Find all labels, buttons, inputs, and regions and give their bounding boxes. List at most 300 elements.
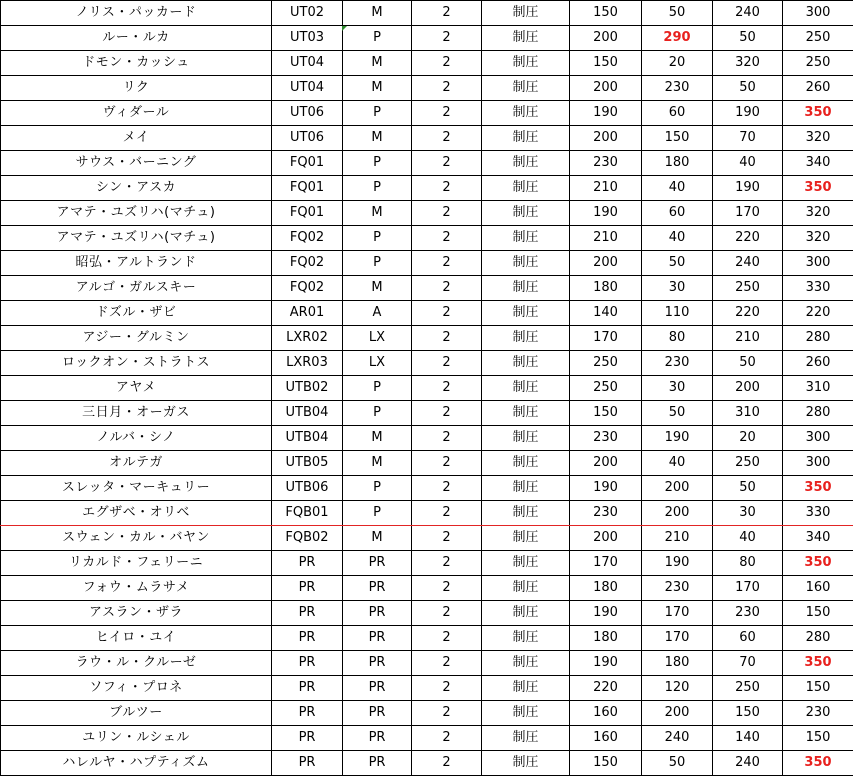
cell-v3[interactable]: 230 — [713, 601, 783, 626]
cell-v3[interactable]: 80 — [713, 551, 783, 576]
cell-cost[interactable]: 2 — [412, 626, 482, 651]
cell-v4[interactable]: 320 — [783, 201, 853, 226]
cell-v3[interactable]: 50 — [713, 351, 783, 376]
cell-name[interactable]: エグザベ・オリベ — [1, 501, 272, 526]
cell-v2[interactable]: 40 — [642, 226, 713, 251]
cell-v4[interactable]: 340 — [783, 151, 853, 176]
cell-code[interactable]: FQ02 — [272, 226, 343, 251]
cell-role[interactable]: 制圧 — [482, 226, 570, 251]
cell-role[interactable]: 制圧 — [482, 476, 570, 501]
cell-v4[interactable]: 350 — [783, 651, 853, 676]
cell-name[interactable]: アルゴ・ガルスキー — [1, 276, 272, 301]
cell-type[interactable]: PR — [343, 726, 412, 751]
cell-type[interactable]: P — [343, 151, 412, 176]
cell-v4[interactable]: 340 — [783, 526, 853, 551]
cell-cost[interactable]: 2 — [412, 701, 482, 726]
table-row — [1, 426, 853, 451]
cell-v3[interactable]: 320 — [713, 51, 783, 76]
cell-type[interactable]: M — [343, 276, 412, 301]
cell-name[interactable]: アヤメ — [1, 376, 272, 401]
cell-role[interactable]: 制圧 — [482, 726, 570, 751]
cell-code[interactable]: UT06 — [272, 101, 343, 126]
cell-role[interactable]: 制圧 — [482, 576, 570, 601]
table-row — [1, 251, 853, 276]
cell-v3[interactable]: 20 — [713, 426, 783, 451]
cell-v3[interactable]: 310 — [713, 401, 783, 426]
cell-name[interactable]: アスラン・ザラ — [1, 601, 272, 626]
cell-name[interactable]: アジー・グルミン — [1, 326, 272, 351]
cell-v1[interactable]: 200 — [570, 526, 642, 551]
cell-cost[interactable]: 2 — [412, 1, 482, 26]
cell-code[interactable]: PR — [272, 676, 343, 701]
cell-role[interactable]: 制圧 — [482, 26, 570, 51]
cell-v3[interactable]: 220 — [713, 301, 783, 326]
cell-v4[interactable]: 260 — [783, 351, 853, 376]
cell-v4[interactable]: 300 — [783, 251, 853, 276]
cell-name[interactable]: ソフィ・プロネ — [1, 676, 272, 701]
table-row — [1, 401, 853, 426]
cell-code[interactable]: FQ02 — [272, 276, 343, 301]
cell-type[interactable]: P — [343, 401, 412, 426]
cell-name[interactable]: スウェン・カル・バヤン — [1, 526, 272, 551]
cell-v3[interactable]: 190 — [713, 101, 783, 126]
cell-v1[interactable]: 160 — [570, 726, 642, 751]
cell-cost[interactable]: 2 — [412, 101, 482, 126]
table-row — [1, 701, 853, 726]
cell-v2[interactable]: 290 — [642, 26, 713, 51]
cell-type[interactable]: M — [343, 76, 412, 101]
cell-type[interactable]: P — [343, 101, 412, 126]
cell-type[interactable]: PR — [343, 626, 412, 651]
cell-code[interactable]: LXR03 — [272, 351, 343, 376]
cell-v3[interactable]: 250 — [713, 676, 783, 701]
cell-cost[interactable]: 2 — [412, 401, 482, 426]
cell-role[interactable]: 制圧 — [482, 376, 570, 401]
cell-v2[interactable]: 30 — [642, 276, 713, 301]
cell-v2[interactable]: 110 — [642, 301, 713, 326]
cell-v4[interactable]: 250 — [783, 51, 853, 76]
cell-v4[interactable]: 350 — [783, 751, 853, 776]
cell-v2[interactable]: 60 — [642, 101, 713, 126]
cell-type[interactable]: PR — [343, 676, 412, 701]
cell-v4[interactable]: 300 — [783, 426, 853, 451]
cell-v1[interactable]: 150 — [570, 51, 642, 76]
cell-role[interactable]: 制圧 — [482, 151, 570, 176]
cell-v2[interactable]: 170 — [642, 601, 713, 626]
cell-name[interactable]: ドズル・ザビ — [1, 301, 272, 326]
cell-v3[interactable]: 210 — [713, 326, 783, 351]
cell-code[interactable]: FQ02 — [272, 251, 343, 276]
cell-cost[interactable]: 2 — [412, 176, 482, 201]
table-row — [1, 576, 853, 601]
cell-v1[interactable]: 200 — [570, 251, 642, 276]
cell-v2[interactable]: 190 — [642, 551, 713, 576]
cell-cost[interactable]: 2 — [412, 501, 482, 526]
cell-v1[interactable]: 220 — [570, 676, 642, 701]
cell-v4[interactable]: 330 — [783, 501, 853, 526]
cell-v3[interactable]: 50 — [713, 26, 783, 51]
cell-v3[interactable]: 240 — [713, 751, 783, 776]
cell-role[interactable]: 制圧 — [482, 301, 570, 326]
cell-cost[interactable]: 2 — [412, 276, 482, 301]
cell-v3[interactable]: 50 — [713, 76, 783, 101]
table-row — [1, 676, 853, 701]
cell-v3[interactable]: 170 — [713, 201, 783, 226]
cell-code[interactable]: FQ01 — [272, 201, 343, 226]
cell-type[interactable]: LX — [343, 351, 412, 376]
cell-cost[interactable]: 2 — [412, 451, 482, 476]
cell-v2[interactable]: 50 — [642, 751, 713, 776]
cell-v4[interactable]: 350 — [783, 551, 853, 576]
cell-code[interactable]: PR — [272, 626, 343, 651]
cell-code[interactable]: FQB01 — [272, 501, 343, 526]
cell-name[interactable]: ラウ・ル・クルーゼ — [1, 651, 272, 676]
cell-v4[interactable]: 150 — [783, 676, 853, 701]
cell-role[interactable]: 制圧 — [482, 751, 570, 776]
cell-v3[interactable]: 40 — [713, 151, 783, 176]
cell-v3[interactable]: 250 — [713, 276, 783, 301]
cell-role[interactable]: 制圧 — [482, 526, 570, 551]
cell-cost[interactable]: 2 — [412, 201, 482, 226]
cell-code[interactable]: UTB02 — [272, 376, 343, 401]
cell-cost[interactable]: 2 — [412, 126, 482, 151]
cell-v1[interactable]: 250 — [570, 351, 642, 376]
cell-code[interactable]: UTB05 — [272, 451, 343, 476]
cell-type[interactable]: PR — [343, 701, 412, 726]
table-row — [1, 326, 853, 351]
cell-code[interactable]: PR — [272, 651, 343, 676]
cell-v4[interactable]: 310 — [783, 376, 853, 401]
cell-v1[interactable]: 190 — [570, 651, 642, 676]
cell-code[interactable]: UT06 — [272, 126, 343, 151]
cell-v3[interactable]: 50 — [713, 476, 783, 501]
cell-v1[interactable]: 200 — [570, 76, 642, 101]
cell-name[interactable]: リカルド・フェリーニ — [1, 551, 272, 576]
cell-v2[interactable]: 190 — [642, 426, 713, 451]
cell-v2[interactable]: 50 — [642, 251, 713, 276]
cell-role[interactable]: 制圧 — [482, 276, 570, 301]
table-row — [1, 476, 853, 501]
cell-v4[interactable]: 230 — [783, 701, 853, 726]
cell-type[interactable]: P — [343, 251, 412, 276]
cell-type[interactable]: PR — [343, 551, 412, 576]
table-row — [1, 1, 853, 26]
cell-name[interactable]: ロックオン・ストラトス — [1, 351, 272, 376]
cell-cost[interactable]: 2 — [412, 351, 482, 376]
cell-v1[interactable]: 230 — [570, 501, 642, 526]
cell-role[interactable]: 制圧 — [482, 651, 570, 676]
cell-role[interactable]: 制圧 — [482, 451, 570, 476]
cell-v1[interactable]: 250 — [570, 376, 642, 401]
cell-type[interactable]: A — [343, 301, 412, 326]
cell-v4[interactable]: 150 — [783, 726, 853, 751]
cell-v2[interactable]: 150 — [642, 126, 713, 151]
cell-code[interactable]: PR — [272, 726, 343, 751]
cell-type[interactable]: P — [343, 176, 412, 201]
cell-v1[interactable]: 210 — [570, 176, 642, 201]
cell-v2[interactable]: 230 — [642, 351, 713, 376]
cell-v3[interactable]: 250 — [713, 451, 783, 476]
cell-v1[interactable]: 150 — [570, 751, 642, 776]
cell-role[interactable]: 制圧 — [482, 426, 570, 451]
table-body — [1, 1, 853, 776]
cell-name[interactable]: 昭弘・アルトランド — [1, 251, 272, 276]
cell-v2[interactable]: 120 — [642, 676, 713, 701]
cell-v3[interactable]: 170 — [713, 576, 783, 601]
cell-v1[interactable]: 210 — [570, 226, 642, 251]
cell-type[interactable]: M — [343, 126, 412, 151]
cell-name[interactable]: スレッタ・マーキュリー — [1, 476, 272, 501]
cell-v1[interactable]: 200 — [570, 26, 642, 51]
cell-name[interactable]: アマテ・ユズリハ(マチュ) — [1, 226, 272, 251]
cell-v4[interactable]: 350 — [783, 101, 853, 126]
cell-name[interactable]: 三日月・オーガス — [1, 401, 272, 426]
cell-v3[interactable]: 70 — [713, 651, 783, 676]
cell-cost[interactable]: 2 — [412, 576, 482, 601]
cell-type[interactable]: M — [343, 451, 412, 476]
cell-cost[interactable]: 2 — [412, 676, 482, 701]
cell-cost[interactable]: 2 — [412, 526, 482, 551]
cell-role[interactable]: 制圧 — [482, 1, 570, 26]
cell-code[interactable]: FQB02 — [272, 526, 343, 551]
cell-v3[interactable]: 140 — [713, 726, 783, 751]
cell-v4[interactable]: 260 — [783, 76, 853, 101]
cell-v2[interactable]: 40 — [642, 176, 713, 201]
cell-v2[interactable]: 230 — [642, 576, 713, 601]
cell-v1[interactable]: 180 — [570, 276, 642, 301]
cell-v1[interactable]: 200 — [570, 451, 642, 476]
cell-role[interactable]: 制圧 — [482, 51, 570, 76]
cell-cost[interactable]: 2 — [412, 601, 482, 626]
cell-type[interactable]: P — [343, 226, 412, 251]
cell-v2[interactable]: 230 — [642, 76, 713, 101]
cell-code[interactable]: UT04 — [272, 51, 343, 76]
cell-name[interactable]: リク — [1, 76, 272, 101]
table-row — [1, 526, 853, 551]
cell-v2[interactable]: 20 — [642, 51, 713, 76]
cell-name[interactable]: オルテガ — [1, 451, 272, 476]
cell-name[interactable]: フォウ・ムラサメ — [1, 576, 272, 601]
cell-role[interactable]: 制圧 — [482, 101, 570, 126]
table-row — [1, 26, 853, 51]
table-row — [1, 351, 853, 376]
cell-v3[interactable]: 30 — [713, 501, 783, 526]
cell-name[interactable]: アマテ・ユズリハ(マチュ) — [1, 201, 272, 226]
cell-type[interactable]: PR — [343, 651, 412, 676]
cell-type[interactable]: PR — [343, 601, 412, 626]
table-row — [1, 201, 853, 226]
cell-v1[interactable]: 230 — [570, 151, 642, 176]
cell-code[interactable]: PR — [272, 701, 343, 726]
cell-v4[interactable]: 350 — [783, 476, 853, 501]
cell-v1[interactable]: 170 — [570, 551, 642, 576]
cell-v1[interactable]: 180 — [570, 576, 642, 601]
cell-code[interactable]: PR — [272, 601, 343, 626]
cell-v4[interactable]: 350 — [783, 176, 853, 201]
cell-v2[interactable]: 200 — [642, 476, 713, 501]
cell-cost[interactable]: 2 — [412, 76, 482, 101]
cell-cost[interactable]: 2 — [412, 651, 482, 676]
cell-code[interactable]: UT04 — [272, 76, 343, 101]
cell-code[interactable]: FQ01 — [272, 176, 343, 201]
cell-v4[interactable]: 280 — [783, 326, 853, 351]
cell-v4[interactable]: 150 — [783, 601, 853, 626]
cell-v2[interactable]: 30 — [642, 376, 713, 401]
cell-v1[interactable]: 190 — [570, 601, 642, 626]
cell-v4[interactable]: 220 — [783, 301, 853, 326]
cell-role[interactable]: 制圧 — [482, 626, 570, 651]
cell-cost[interactable]: 2 — [412, 726, 482, 751]
cell-role[interactable]: 制圧 — [482, 76, 570, 101]
cell-v4[interactable]: 280 — [783, 626, 853, 651]
cell-code[interactable]: PR — [272, 551, 343, 576]
cell-role[interactable]: 制圧 — [482, 501, 570, 526]
cell-name[interactable]: ヒイロ・ユイ — [1, 626, 272, 651]
cell-v3[interactable]: 240 — [713, 251, 783, 276]
cell-type[interactable]: M — [343, 526, 412, 551]
cell-v4[interactable]: 160 — [783, 576, 853, 601]
cell-name[interactable]: ユリン・ルシェル — [1, 726, 272, 751]
cell-name[interactable]: サウス・バーニング — [1, 151, 272, 176]
cell-role[interactable]: 制圧 — [482, 351, 570, 376]
cell-v2[interactable]: 210 — [642, 526, 713, 551]
cell-code[interactable]: UTB06 — [272, 476, 343, 501]
cell-v4[interactable]: 320 — [783, 126, 853, 151]
table-row — [1, 101, 853, 126]
cell-type[interactable]: M — [343, 51, 412, 76]
cell-cost[interactable]: 2 — [412, 551, 482, 576]
cell-v2[interactable]: 50 — [642, 1, 713, 26]
cell-type[interactable]: M — [343, 1, 412, 26]
cell-v4[interactable]: 300 — [783, 451, 853, 476]
cell-v3[interactable]: 200 — [713, 376, 783, 401]
cell-code[interactable]: PR — [272, 576, 343, 601]
cell-type[interactable]: PR — [343, 751, 412, 776]
cell-cost[interactable]: 2 — [412, 301, 482, 326]
cell-v1[interactable]: 160 — [570, 701, 642, 726]
cell-v2[interactable]: 60 — [642, 201, 713, 226]
cell-v4[interactable]: 280 — [783, 401, 853, 426]
cell-type[interactable]: P — [343, 476, 412, 501]
cell-v2[interactable]: 200 — [642, 501, 713, 526]
cell-code[interactable]: UTB04 — [272, 401, 343, 426]
cell-type[interactable]: PR — [343, 576, 412, 601]
cell-v4[interactable]: 250 — [783, 26, 853, 51]
cell-name[interactable]: メイ — [1, 126, 272, 151]
table-row — [1, 601, 853, 626]
cell-comment-marker — [342, 26, 347, 31]
cell-role[interactable]: 制圧 — [482, 326, 570, 351]
cell-v2[interactable]: 50 — [642, 401, 713, 426]
cell-type[interactable]: M — [343, 426, 412, 451]
cell-v2[interactable]: 170 — [642, 626, 713, 651]
cell-v1[interactable]: 230 — [570, 426, 642, 451]
cell-v1[interactable]: 150 — [570, 1, 642, 26]
cell-role[interactable]: 制圧 — [482, 601, 570, 626]
cell-code[interactable]: UT03 — [272, 26, 343, 51]
cell-type[interactable]: LX — [343, 326, 412, 351]
cell-code[interactable]: AR01 — [272, 301, 343, 326]
cell-name[interactable]: ルー・ルカ — [1, 26, 272, 51]
table-row — [1, 301, 853, 326]
cell-role[interactable]: 制圧 — [482, 551, 570, 576]
cell-role[interactable]: 制圧 — [482, 251, 570, 276]
cell-type[interactable]: P — [343, 376, 412, 401]
cell-v2[interactable]: 180 — [642, 151, 713, 176]
cell-v3[interactable]: 70 — [713, 126, 783, 151]
table-row — [1, 501, 853, 526]
cell-name[interactable]: ハレルヤ・ハプティズム — [1, 751, 272, 776]
cell-v1[interactable]: 190 — [570, 101, 642, 126]
cell-cost[interactable]: 2 — [412, 26, 482, 51]
cell-v3[interactable]: 190 — [713, 176, 783, 201]
cell-v2[interactable]: 180 — [642, 651, 713, 676]
cell-role[interactable]: 制圧 — [482, 201, 570, 226]
cell-name[interactable]: ヴィダール — [1, 101, 272, 126]
cell-v1[interactable]: 180 — [570, 626, 642, 651]
cell-name[interactable]: ブルツー — [1, 701, 272, 726]
cell-cost[interactable]: 2 — [412, 251, 482, 276]
cell-role[interactable]: 制圧 — [482, 176, 570, 201]
cell-code[interactable]: FQ01 — [272, 151, 343, 176]
cell-v1[interactable]: 190 — [570, 476, 642, 501]
cell-v2[interactable]: 200 — [642, 701, 713, 726]
cell-v3[interactable]: 60 — [713, 626, 783, 651]
cell-role[interactable]: 制圧 — [482, 401, 570, 426]
cell-v4[interactable]: 330 — [783, 276, 853, 301]
cell-cost[interactable]: 2 — [412, 476, 482, 501]
cell-v1[interactable]: 200 — [570, 126, 642, 151]
cell-type[interactable]: P — [343, 26, 412, 51]
cell-name[interactable]: ドモン・カッシュ — [1, 51, 272, 76]
cell-v2[interactable]: 240 — [642, 726, 713, 751]
cell-name[interactable]: シン・アスカ — [1, 176, 272, 201]
cell-cost[interactable]: 2 — [412, 751, 482, 776]
cell-name[interactable]: ノリス・パッカード — [1, 1, 272, 26]
cell-cost[interactable]: 2 — [412, 426, 482, 451]
cell-cost[interactable]: 2 — [412, 226, 482, 251]
cell-type[interactable]: M — [343, 201, 412, 226]
cell-cost[interactable]: 2 — [412, 51, 482, 76]
cell-type[interactable]: P — [343, 501, 412, 526]
cell-v1[interactable]: 170 — [570, 326, 642, 351]
cell-v4[interactable]: 320 — [783, 226, 853, 251]
cell-code[interactable]: UT02 — [272, 1, 343, 26]
cell-v2[interactable]: 40 — [642, 451, 713, 476]
cell-v3[interactable]: 150 — [713, 701, 783, 726]
cell-cost[interactable]: 2 — [412, 326, 482, 351]
cell-cost[interactable]: 2 — [412, 151, 482, 176]
table-row — [1, 376, 853, 401]
cell-code[interactable]: PR — [272, 751, 343, 776]
cell-name[interactable]: ノルバ・シノ — [1, 426, 272, 451]
cell-v3[interactable]: 40 — [713, 526, 783, 551]
cell-v2[interactable]: 80 — [642, 326, 713, 351]
cell-v1[interactable]: 190 — [570, 201, 642, 226]
cell-code[interactable]: UTB04 — [272, 426, 343, 451]
cell-v3[interactable]: 220 — [713, 226, 783, 251]
cell-v1[interactable]: 140 — [570, 301, 642, 326]
cell-v1[interactable]: 150 — [570, 401, 642, 426]
cell-v4[interactable]: 300 — [783, 1, 853, 26]
cell-cost[interactable]: 2 — [412, 376, 482, 401]
table-row — [1, 226, 853, 251]
cell-v3[interactable]: 240 — [713, 1, 783, 26]
cell-role[interactable]: 制圧 — [482, 701, 570, 726]
cell-role[interactable]: 制圧 — [482, 676, 570, 701]
cell-role[interactable]: 制圧 — [482, 126, 570, 151]
cell-code[interactable]: LXR02 — [272, 326, 343, 351]
